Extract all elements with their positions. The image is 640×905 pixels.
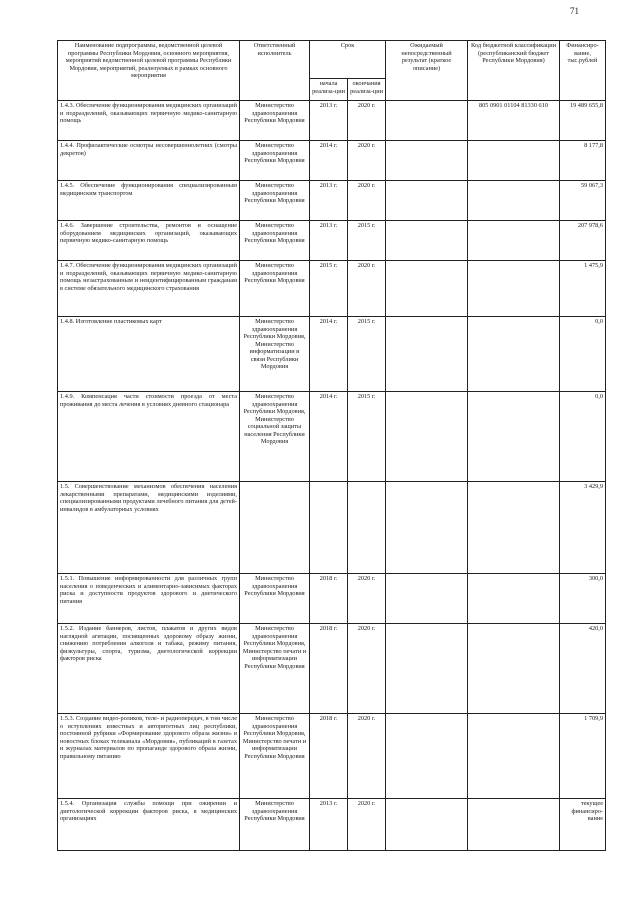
header-name: Наименование подпрограммы, ведомственной целевой программы Республики Мордовия, основного мероприятия, мероприятий ведомственной целевой программы Республики Мордовия, мероприятий, реализуемых в рамках основного мероприятия (58, 41, 240, 101)
cell-start: 2018 г. (310, 624, 348, 714)
table-row (58, 624, 606, 714)
cell-code (468, 141, 560, 181)
cell-name: 1.5.3. Создание видео-роликов, теле- и радиопередач, в том числе о вступлениях известных и авторитетных лиц республики, постоянной рубрики «Формирование здорового образа жизни» в новостных блоках телеканала «Мордовия», публикаций в газетах и журналах материалов по пропаганде здорового образа жизни, правильному питанию (58, 714, 240, 799)
cell-start: 2015 г. (310, 261, 348, 317)
cell-end: 2020 г. (348, 714, 386, 799)
cell-result (386, 181, 468, 221)
cell-executor: Министерство здравоохранения Республики Мордовия, Министерство печати и информатизации Республики Мордовия (240, 624, 310, 714)
cell-end: 2020 г. (348, 101, 386, 141)
cell-code (468, 317, 560, 392)
cell-start: 2014 г. (310, 317, 348, 392)
cell-start: 2014 г. (310, 392, 348, 482)
cell-executor: Министерство здравоохранения Республики Мордовия (240, 101, 310, 141)
cell-result (386, 482, 468, 574)
cell-name: 1.4.3. Обеспечение функционирования медицинских организаций и подразделений, оказывающих первичную медико-санитарную помощь (58, 101, 240, 141)
header-end: окончания реализа-ции (348, 79, 386, 101)
cell-code (468, 482, 560, 574)
cell-end: 2020 г. (348, 141, 386, 181)
cell-end: 2015 г. (348, 392, 386, 482)
cell-financing: 59 067,3 (560, 181, 606, 221)
cell-end: 2020 г. (348, 574, 386, 624)
cell-name: 1.4.9. Компенсация части стоимости проезда от места проживания до места лечения в условиях дневного стационара (58, 392, 240, 482)
cell-start: 2018 г. (310, 574, 348, 624)
program-table (57, 40, 606, 851)
cell-executor: Министерство здравоохранения Республики Мордовия, Министерство печати и информатизации Республики Мордовия (240, 714, 310, 799)
cell-name: 1.5.1. Повышение информированности для различных групп населения о поведенческих и алиментарно-зависимых факторах риска и доступности продуктов здорового и диетического питания (58, 574, 240, 624)
cell-financing: 0,0 (560, 317, 606, 392)
header-executor: Ответственный исполнитель (240, 41, 310, 101)
page-number: 71 (570, 6, 579, 16)
cell-end: 2015 г. (348, 221, 386, 261)
table-row (58, 714, 606, 799)
cell-result (386, 624, 468, 714)
header-code: Код бюджетной классификации (республиканский бюджет Республики Мордовия) (468, 41, 560, 101)
table-row (58, 221, 606, 261)
table-row (58, 261, 606, 317)
cell-financing: 207 978,6 (560, 221, 606, 261)
cell-code (468, 799, 560, 851)
cell-start: 2013 г. (310, 181, 348, 221)
table-row (58, 574, 606, 624)
cell-name: 1.4.7. Обеспечение функционирования медицинских организаций и подразделений, оказывающих первичную медико-санитарную помощь незастрахованным и неидентифицированным гражданам в системе обязательного медицинского страхования (58, 261, 240, 317)
cell-result (386, 221, 468, 261)
cell-end: 2020 г. (348, 261, 386, 317)
cell-executor (240, 482, 310, 574)
cell-start (310, 482, 348, 574)
cell-name: 1.5.2. Издание баннеров, листов, плакатов и других видов наглядной агитации, посвященных здоровому образу жизни, снижению потребления алкоголя и табака, режиму питания, физкультуры, спорта, туризма, диетологической коррекции факторов риска (58, 624, 240, 714)
cell-financing: 0,0 (560, 392, 606, 482)
cell-start: 2014 г. (310, 141, 348, 181)
cell-code (468, 624, 560, 714)
table-row (58, 181, 606, 221)
table-row (58, 317, 606, 392)
cell-code (468, 392, 560, 482)
cell-result (386, 317, 468, 392)
cell-name: 1.4.6. Завершение строительства, ремонтов и оснащение оборудованием медицинских организаций, оказывающих первичную медико-санитарную помощь (58, 221, 240, 261)
cell-end: 2020 г. (348, 624, 386, 714)
cell-result (386, 392, 468, 482)
cell-result (386, 261, 468, 317)
table-row (58, 482, 606, 574)
header-start: начала реализа-ции (310, 79, 348, 101)
cell-end: 2020 г. (348, 181, 386, 221)
cell-financing: 420,0 (560, 624, 606, 714)
cell-financing: 8 177,8 (560, 141, 606, 181)
cell-start: 2013 г. (310, 101, 348, 141)
header-period: Срок (310, 41, 386, 79)
cell-end: 2020 г. (348, 799, 386, 851)
cell-code (468, 221, 560, 261)
cell-financing: текущее финансиро-вание (560, 799, 606, 851)
cell-start: 2013 г. (310, 221, 348, 261)
cell-executor: Министерство здравоохранения Республики Мордовия (240, 574, 310, 624)
table-row (58, 101, 606, 141)
cell-financing: 19 489 655,8 (560, 101, 606, 141)
table-row (58, 392, 606, 482)
cell-financing: 3 429,9 (560, 482, 606, 574)
cell-name: 1.4.4. Профилактические осмотры несовершеннолетних (смотры декретов) (58, 141, 240, 181)
cell-financing: 300,0 (560, 574, 606, 624)
cell-result (386, 714, 468, 799)
header-financing: Финансиро-вание, тыс.рублей (560, 41, 606, 101)
cell-executor: Министерство здравоохранения Республики Мордовия (240, 261, 310, 317)
cell-name: 1.4.5. Обеспечение функционирования специализированным медицинским транспортом (58, 181, 240, 221)
cell-start: 2018 г. (310, 714, 348, 799)
cell-end (348, 482, 386, 574)
cell-end: 2015 г. (348, 317, 386, 392)
cell-result (386, 141, 468, 181)
cell-name: 1.5. Совершенствование механизмов обеспечения населения лекарственными препаратами, медицинскими изделиями, специализированными продуктами лечебного питания для детей-инвалидов в амбулаторных условиях (58, 482, 240, 574)
cell-financing: 1 709,9 (560, 714, 606, 799)
cell-financing: 1 475,9 (560, 261, 606, 317)
cell-code (468, 181, 560, 221)
cell-start: 2013 г. (310, 799, 348, 851)
table-row (58, 799, 606, 851)
cell-result (386, 101, 468, 141)
cell-result (386, 574, 468, 624)
cell-executor: Министерство здравоохранения Республики Мордовия (240, 221, 310, 261)
cell-code: 805 0901 01104 81330 610 (468, 101, 560, 141)
cell-executor: Министерство здравоохранения Республики Мордовия (240, 141, 310, 181)
cell-result (386, 799, 468, 851)
cell-code (468, 261, 560, 317)
cell-executor: Министерство здравоохранения Республики Мордовия, Министерство социальной защиты населения Республики Мордовия (240, 392, 310, 482)
cell-executor: Министерство здравоохранения Республики Мордовия (240, 181, 310, 221)
cell-code (468, 574, 560, 624)
cell-code (468, 714, 560, 799)
cell-name: 1.4.8. Изготовление пластиковых карт (58, 317, 240, 392)
cell-executor: Министерство здравоохранения Республики Мордовия, Министерство информатизации и связи Республики Мордовия (240, 317, 310, 392)
cell-executor: Министерство здравоохранения Республики Мордовия (240, 799, 310, 851)
cell-name: 1.5.4. Организация службы помощи при ожирении и диетологической коррекции факторов риска, в медицинских организациях (58, 799, 240, 851)
table-row (58, 141, 606, 181)
header-result: Ожидаемый непосредственный результат (краткое описание) (386, 41, 468, 101)
